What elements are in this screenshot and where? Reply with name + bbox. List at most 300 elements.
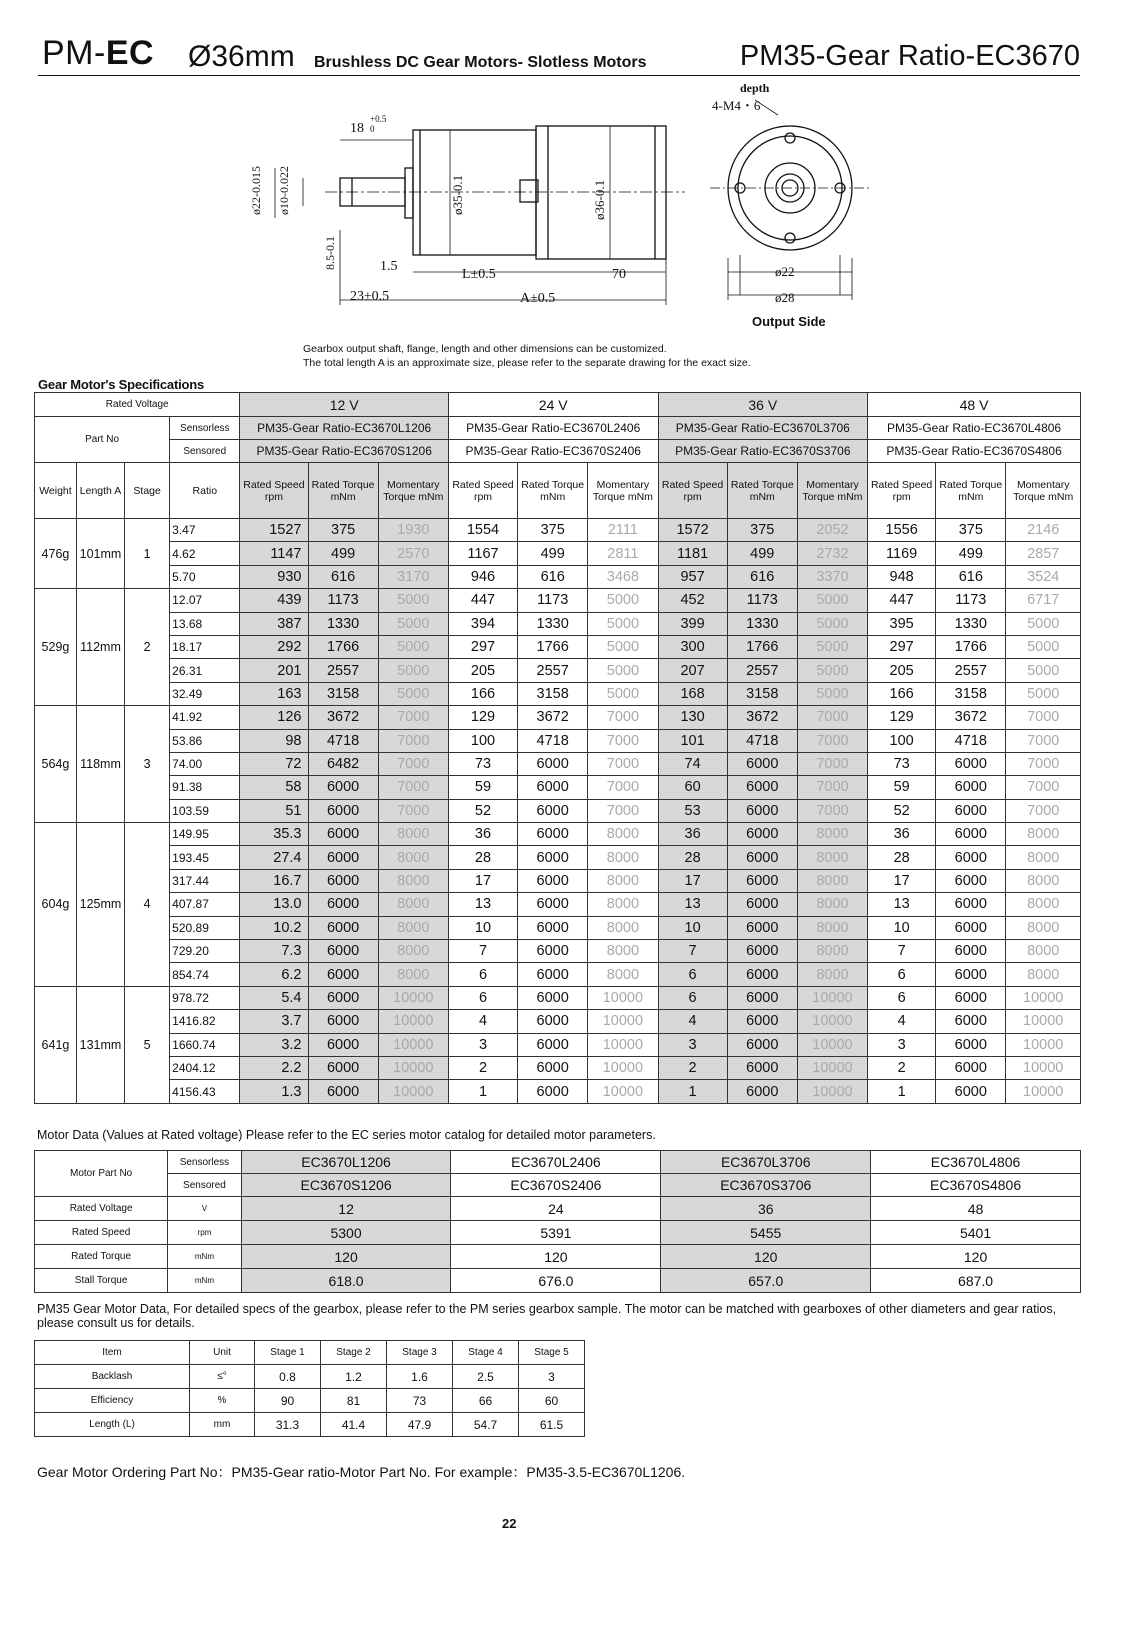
page-number: 22 xyxy=(502,1516,517,1531)
gearbox-row xyxy=(35,1413,585,1437)
motor-sensorless-12: EC3670L1206 xyxy=(241,1151,451,1174)
speed-cell: 129 xyxy=(868,706,936,729)
torque-cell: 2557 xyxy=(308,659,378,682)
torque-cell: 6000 xyxy=(936,846,1006,869)
gearbox-value-cell: 1.6 xyxy=(387,1365,453,1389)
part-sensorless-36: PM35-Gear Ratio-EC3670L3706 xyxy=(658,417,868,440)
torque-cell: 6000 xyxy=(936,1056,1006,1079)
torque-cell: 6000 xyxy=(518,1056,588,1079)
momentary-cell: 10000 xyxy=(1006,1056,1081,1079)
torque-cell: 616 xyxy=(727,565,797,588)
spec-table xyxy=(34,392,1081,1104)
momentary-cell: 5000 xyxy=(378,682,448,705)
speed-cell: 129 xyxy=(448,706,517,729)
torque-cell: 6000 xyxy=(936,823,1006,846)
momentary-cell: 10000 xyxy=(588,1033,658,1056)
motor-row-unit: V xyxy=(168,1197,241,1221)
motor-value-cell: 5391 xyxy=(451,1221,661,1245)
ordering-note: Gear Motor Ordering Part No：PM35-Gear ratio-Motor Part No. For example：PM35-3.5-EC3670L1206. xyxy=(37,1464,686,1480)
momentary-cell: 2811 xyxy=(588,542,658,565)
motor-row-label: Stall Torque xyxy=(35,1269,168,1293)
speed-cell: 28 xyxy=(658,846,727,869)
gearbox-value-cell: mm xyxy=(190,1413,255,1437)
speed-cell: 207 xyxy=(658,659,727,682)
speed-cell: 399 xyxy=(658,612,727,635)
motor-value-cell: 36 xyxy=(661,1197,871,1221)
torque-cell: 1766 xyxy=(727,635,797,658)
momentary-cell: 8000 xyxy=(588,823,658,846)
col-momentary-torque: Momentary Torque mNm xyxy=(378,463,448,519)
gearbox-value-cell: 41.4 xyxy=(321,1413,387,1437)
spec-row xyxy=(35,542,1081,565)
speed-cell: 201 xyxy=(240,659,308,682)
torque-cell: 6000 xyxy=(936,940,1006,963)
gearbox-value-cell: ≤° xyxy=(190,1365,255,1389)
torque-cell: 1330 xyxy=(936,612,1006,635)
momentary-cell: 5000 xyxy=(797,612,867,635)
torque-cell: 499 xyxy=(308,542,378,565)
torque-cell: 4718 xyxy=(518,729,588,752)
speed-cell: 3 xyxy=(658,1033,727,1056)
speed-cell: 1181 xyxy=(658,542,727,565)
momentary-cell: 8000 xyxy=(588,963,658,986)
page-header xyxy=(38,30,1080,76)
torque-cell: 6000 xyxy=(518,846,588,869)
speed-cell: 16.7 xyxy=(240,869,308,892)
ratio-cell: 18.17 xyxy=(170,635,240,658)
momentary-cell: 10000 xyxy=(797,1056,867,1079)
col-rated-torque: Rated Torque mNm xyxy=(727,463,797,519)
speed-cell: 387 xyxy=(240,612,308,635)
gearbox-row xyxy=(35,1365,585,1389)
speed-cell: 10 xyxy=(868,916,936,939)
momentary-cell: 7000 xyxy=(588,729,658,752)
spec-row xyxy=(35,986,1081,1009)
motor-sensored-label: Sensored xyxy=(168,1174,241,1197)
momentary-cell: 10000 xyxy=(797,986,867,1009)
torque-cell: 499 xyxy=(518,542,588,565)
dim-22: ø22-0.015 xyxy=(249,166,263,215)
momentary-cell: 2732 xyxy=(797,542,867,565)
motor-row-label: Rated Torque xyxy=(35,1245,168,1269)
torque-cell: 6000 xyxy=(936,1033,1006,1056)
group-stage: 5 xyxy=(125,986,170,1103)
col-momentary-torque: Momentary Torque mNm xyxy=(1006,463,1081,519)
speed-cell: 946 xyxy=(448,565,517,588)
momentary-cell: 8000 xyxy=(797,963,867,986)
drawing-notes xyxy=(303,342,751,370)
ratio-cell: 4156.43 xyxy=(170,1080,240,1103)
momentary-cell: 8000 xyxy=(378,823,448,846)
speed-cell: 5.4 xyxy=(240,986,308,1009)
diameter-label: Ø36mm xyxy=(188,40,295,73)
torque-cell: 6000 xyxy=(308,1010,378,1033)
torque-cell: 499 xyxy=(727,542,797,565)
group-stage: 4 xyxy=(125,823,170,987)
torque-cell: 6000 xyxy=(936,916,1006,939)
voltage-12: 12 V xyxy=(240,393,449,417)
spec-row xyxy=(35,869,1081,892)
voltage-36: 36 V xyxy=(658,393,868,417)
torque-cell: 375 xyxy=(518,519,588,542)
speed-cell: 13.0 xyxy=(240,893,308,916)
torque-cell: 6000 xyxy=(308,940,378,963)
part-sensorless-48: PM35-Gear Ratio-EC3670L4806 xyxy=(868,417,1081,440)
motor-row-unit: mNm xyxy=(168,1269,241,1293)
motor-row xyxy=(35,1269,1081,1293)
torque-cell: 6000 xyxy=(727,893,797,916)
momentary-cell: 7000 xyxy=(1006,752,1081,775)
speed-cell: 17 xyxy=(658,869,727,892)
torque-cell: 616 xyxy=(518,565,588,588)
torque-cell: 6482 xyxy=(308,752,378,775)
momentary-cell: 7000 xyxy=(588,752,658,775)
spec-row xyxy=(35,729,1081,752)
spec-row xyxy=(35,1056,1081,1079)
col-length: Length A xyxy=(76,463,124,519)
momentary-cell: 10000 xyxy=(378,1056,448,1079)
speed-cell: 36 xyxy=(868,823,936,846)
momentary-cell: 5000 xyxy=(797,589,867,612)
motor-sensored-12: EC3670S1206 xyxy=(241,1174,451,1197)
speed-cell: 13 xyxy=(868,893,936,916)
depth-label: depth xyxy=(740,81,770,95)
speed-cell: 4 xyxy=(658,1010,727,1033)
momentary-cell: 8000 xyxy=(1006,893,1081,916)
gearbox-header-row xyxy=(35,1341,585,1365)
spec-row xyxy=(35,963,1081,986)
momentary-cell: 10000 xyxy=(378,986,448,1009)
speed-cell: 73 xyxy=(448,752,517,775)
momentary-cell: 8000 xyxy=(797,916,867,939)
gearbox-header-cell: Stage 1 xyxy=(255,1341,321,1365)
momentary-cell: 8000 xyxy=(588,869,658,892)
torque-cell: 6000 xyxy=(936,869,1006,892)
group-weight: 476g xyxy=(35,519,77,589)
momentary-cell: 10000 xyxy=(1006,1010,1081,1033)
momentary-cell: 3370 xyxy=(797,565,867,588)
speed-cell: 168 xyxy=(658,682,727,705)
motor-value-cell: 5455 xyxy=(661,1221,871,1245)
torque-cell: 1330 xyxy=(727,612,797,635)
torque-cell: 6000 xyxy=(727,940,797,963)
part-sensored-12: PM35-Gear Ratio-EC3670S1206 xyxy=(240,440,449,463)
momentary-cell: 5000 xyxy=(588,659,658,682)
col-momentary-torque: Momentary Torque mNm xyxy=(588,463,658,519)
gearbox-note: PM35 Gear Motor Data, For detailed specs of the gearbox, please refer to the PM series gearbox sample. The motor can be matched with gearboxes of other diameters and gear ratios, please consult us for details. xyxy=(37,1302,1057,1330)
motor-row-unit: mNm xyxy=(168,1245,241,1269)
speed-cell: 6 xyxy=(868,963,936,986)
momentary-cell: 8000 xyxy=(588,893,658,916)
col-stage: Stage xyxy=(125,463,170,519)
torque-cell: 6000 xyxy=(936,963,1006,986)
motor-row-label: Rated Voltage xyxy=(35,1197,168,1221)
motor-value-cell: 48 xyxy=(871,1197,1081,1221)
torque-cell: 6000 xyxy=(308,1056,378,1079)
speed-cell: 930 xyxy=(240,565,308,588)
torque-cell: 6000 xyxy=(518,963,588,986)
col-momentary-torque: Momentary Torque mNm xyxy=(797,463,867,519)
gearbox-body xyxy=(413,130,536,255)
spec-row xyxy=(35,682,1081,705)
torque-cell: 1766 xyxy=(936,635,1006,658)
torque-cell: 6000 xyxy=(936,1010,1006,1033)
torque-cell: 6000 xyxy=(308,823,378,846)
speed-cell: 4 xyxy=(448,1010,517,1033)
motor-row-label: Rated Speed xyxy=(35,1221,168,1245)
dim-L: L±0.5 xyxy=(462,267,496,282)
speed-cell: 100 xyxy=(868,729,936,752)
torque-cell: 6000 xyxy=(518,799,588,822)
torque-cell: 3672 xyxy=(308,706,378,729)
ratio-cell: 12.07 xyxy=(170,589,240,612)
torque-cell: 375 xyxy=(936,519,1006,542)
spec-row xyxy=(35,916,1081,939)
torque-cell: 6000 xyxy=(727,823,797,846)
speed-cell: 395 xyxy=(868,612,936,635)
torque-cell: 6000 xyxy=(308,986,378,1009)
motor-value-cell: 5300 xyxy=(241,1221,451,1245)
momentary-cell: 8000 xyxy=(1006,823,1081,846)
momentary-cell: 3524 xyxy=(1006,565,1081,588)
momentary-cell: 5000 xyxy=(588,682,658,705)
motor-row xyxy=(35,1197,1081,1221)
col-rated-torque: Rated Torque mNm xyxy=(308,463,378,519)
momentary-cell: 10000 xyxy=(378,1033,448,1056)
group-length: 101mm xyxy=(76,519,124,589)
momentary-cell: 8000 xyxy=(378,963,448,986)
motor-sensored-36: EC3670S3706 xyxy=(661,1174,871,1197)
speed-cell: 163 xyxy=(240,682,308,705)
torque-cell: 6000 xyxy=(518,940,588,963)
motor-sensorless-label: Sensorless xyxy=(168,1151,241,1174)
gearbox-value-cell: 3 xyxy=(519,1365,585,1389)
momentary-cell: 7000 xyxy=(378,776,448,799)
speed-cell: 2 xyxy=(868,1056,936,1079)
momentary-cell: 8000 xyxy=(797,869,867,892)
torque-cell: 1330 xyxy=(518,612,588,635)
momentary-cell: 5000 xyxy=(1006,682,1081,705)
torque-cell: 6000 xyxy=(727,869,797,892)
speed-cell: 59 xyxy=(448,776,517,799)
momentary-cell: 8000 xyxy=(1006,869,1081,892)
torque-cell: 1173 xyxy=(308,589,378,612)
brand-title: PM-EC xyxy=(42,34,155,72)
speed-cell: 10 xyxy=(658,916,727,939)
speed-cell: 59 xyxy=(868,776,936,799)
ratio-cell: 103.59 xyxy=(170,799,240,822)
spec-row xyxy=(35,752,1081,775)
motor-value-cell: 120 xyxy=(241,1245,451,1269)
group-stage: 3 xyxy=(125,706,170,823)
speed-cell: 98 xyxy=(240,729,308,752)
speed-cell: 948 xyxy=(868,565,936,588)
motor-value-cell: 618.0 xyxy=(241,1269,451,1293)
torque-cell: 6000 xyxy=(727,752,797,775)
momentary-cell: 5000 xyxy=(1006,659,1081,682)
speed-cell: 58 xyxy=(240,776,308,799)
gearbox-value-cell: 2.5 xyxy=(453,1365,519,1389)
speed-cell: 1556 xyxy=(868,519,936,542)
spec-row xyxy=(35,1080,1081,1103)
momentary-cell: 5000 xyxy=(378,612,448,635)
torque-cell: 1173 xyxy=(936,589,1006,612)
momentary-cell: 7000 xyxy=(588,799,658,822)
speed-cell: 74 xyxy=(658,752,727,775)
momentary-cell: 7000 xyxy=(378,799,448,822)
group-weight: 529g xyxy=(35,589,77,706)
momentary-cell: 8000 xyxy=(378,916,448,939)
torque-cell: 6000 xyxy=(308,916,378,939)
momentary-cell: 8000 xyxy=(1006,963,1081,986)
torque-cell: 4718 xyxy=(308,729,378,752)
torque-cell: 3158 xyxy=(518,682,588,705)
momentary-cell: 5000 xyxy=(378,635,448,658)
group-length: 131mm xyxy=(76,986,124,1103)
momentary-cell: 10000 xyxy=(588,1056,658,1079)
part-no-label: Part No xyxy=(35,417,170,463)
torque-cell: 6000 xyxy=(936,752,1006,775)
speed-cell: 1 xyxy=(448,1080,517,1103)
speed-cell: 3.7 xyxy=(240,1010,308,1033)
momentary-cell: 5000 xyxy=(1006,612,1081,635)
momentary-cell: 7000 xyxy=(1006,729,1081,752)
torque-cell: 616 xyxy=(308,565,378,588)
torque-cell: 6000 xyxy=(936,986,1006,1009)
torque-cell: 3158 xyxy=(308,682,378,705)
torque-cell: 6000 xyxy=(727,1056,797,1079)
speed-cell: 27.4 xyxy=(240,846,308,869)
speed-cell: 205 xyxy=(868,659,936,682)
momentary-cell: 8000 xyxy=(378,846,448,869)
svg-text:0: 0 xyxy=(370,124,375,134)
speed-cell: 166 xyxy=(868,682,936,705)
gearbox-value-cell: 90 xyxy=(255,1389,321,1413)
speed-cell: 447 xyxy=(868,589,936,612)
momentary-cell: 5000 xyxy=(588,635,658,658)
speed-cell: 3 xyxy=(448,1033,517,1056)
speed-cell: 205 xyxy=(448,659,517,682)
torque-cell: 4718 xyxy=(936,729,1006,752)
speed-cell: 297 xyxy=(448,635,517,658)
motor-value-cell: 24 xyxy=(451,1197,661,1221)
momentary-cell: 3170 xyxy=(378,565,448,588)
spec-row xyxy=(35,589,1081,612)
col-ratio: Ratio xyxy=(170,463,240,519)
subtitle: Brushless DC Gear Motors- Slotless Motors xyxy=(314,54,647,71)
dim-85: 8.5-0.1 xyxy=(323,236,337,270)
motor-value-cell: 120 xyxy=(451,1245,661,1269)
speed-cell: 4 xyxy=(868,1010,936,1033)
gearbox-header-cell: Stage 2 xyxy=(321,1341,387,1365)
dim-35: ø35-0.1 xyxy=(450,174,465,215)
momentary-cell: 2111 xyxy=(588,519,658,542)
speed-cell: 2.2 xyxy=(240,1056,308,1079)
momentary-cell: 8000 xyxy=(1006,916,1081,939)
ratio-cell: 2404.12 xyxy=(170,1056,240,1079)
torque-cell: 6000 xyxy=(518,1080,588,1103)
torque-cell: 6000 xyxy=(727,1080,797,1103)
momentary-cell: 5000 xyxy=(378,659,448,682)
momentary-cell: 8000 xyxy=(1006,940,1081,963)
gearbox-header-cell: Item xyxy=(35,1341,190,1365)
speed-cell: 36 xyxy=(658,823,727,846)
momentary-cell: 10000 xyxy=(797,1080,867,1103)
speed-cell: 1554 xyxy=(448,519,517,542)
momentary-cell: 8000 xyxy=(378,893,448,916)
torque-cell: 3158 xyxy=(936,682,1006,705)
torque-cell: 6000 xyxy=(727,986,797,1009)
dimension-drawing xyxy=(230,80,880,335)
torque-cell: 6000 xyxy=(518,1033,588,1056)
torque-cell: 6000 xyxy=(308,799,378,822)
spec-row xyxy=(35,565,1081,588)
speed-cell: 126 xyxy=(240,706,308,729)
part-sensored-36: PM35-Gear Ratio-EC3670S3706 xyxy=(658,440,868,463)
speed-cell: 3.2 xyxy=(240,1033,308,1056)
gearbox-value-cell: 60 xyxy=(519,1389,585,1413)
speed-cell: 13 xyxy=(448,893,517,916)
momentary-cell: 5000 xyxy=(797,659,867,682)
momentary-cell: 7000 xyxy=(797,752,867,775)
ratio-cell: 149.95 xyxy=(170,823,240,846)
momentary-cell: 2146 xyxy=(1006,519,1081,542)
torque-cell: 1173 xyxy=(518,589,588,612)
ratio-cell: 13.68 xyxy=(170,612,240,635)
col-rated-speed: Rated Speed rpm xyxy=(868,463,936,519)
speed-cell: 101 xyxy=(658,729,727,752)
momentary-cell: 8000 xyxy=(378,869,448,892)
spec-row xyxy=(35,893,1081,916)
ratio-cell: 3.47 xyxy=(170,519,240,542)
speed-cell: 52 xyxy=(868,799,936,822)
ratio-cell: 4.62 xyxy=(170,542,240,565)
speed-cell: 13 xyxy=(658,893,727,916)
momentary-cell: 7000 xyxy=(588,706,658,729)
speed-cell: 10.2 xyxy=(240,916,308,939)
speed-cell: 36 xyxy=(448,823,517,846)
rated-voltage-label: Rated Voltage xyxy=(35,393,240,417)
ratio-cell: 1660.74 xyxy=(170,1033,240,1056)
ratio-cell: 317.44 xyxy=(170,869,240,892)
motor-sensorless-24: EC3670L2406 xyxy=(451,1151,661,1174)
momentary-cell: 6717 xyxy=(1006,589,1081,612)
sensorless-label: Sensorless xyxy=(170,417,240,440)
speed-cell: 1169 xyxy=(868,542,936,565)
col-rated-torque: Rated Torque mNm xyxy=(518,463,588,519)
speed-cell: 957 xyxy=(658,565,727,588)
torque-cell: 2557 xyxy=(518,659,588,682)
speed-cell: 17 xyxy=(868,869,936,892)
dim-10: ø10-0.022 xyxy=(277,166,291,215)
part-sensored-48: PM35-Gear Ratio-EC3670S4806 xyxy=(868,440,1081,463)
sensored-label: Sensored xyxy=(170,440,240,463)
speed-cell: 7 xyxy=(658,940,727,963)
speed-cell: 292 xyxy=(240,635,308,658)
output-side-label: Output Side xyxy=(752,314,826,329)
torque-cell: 375 xyxy=(308,519,378,542)
torque-cell: 3672 xyxy=(727,706,797,729)
gearbox-table xyxy=(34,1340,585,1437)
ratio-cell: 32.49 xyxy=(170,682,240,705)
speed-cell: 60 xyxy=(658,776,727,799)
motor-row xyxy=(35,1221,1081,1245)
momentary-cell: 7000 xyxy=(378,729,448,752)
momentary-cell: 8000 xyxy=(797,893,867,916)
momentary-cell: 8000 xyxy=(797,846,867,869)
speed-cell: 73 xyxy=(868,752,936,775)
spec-row xyxy=(35,940,1081,963)
